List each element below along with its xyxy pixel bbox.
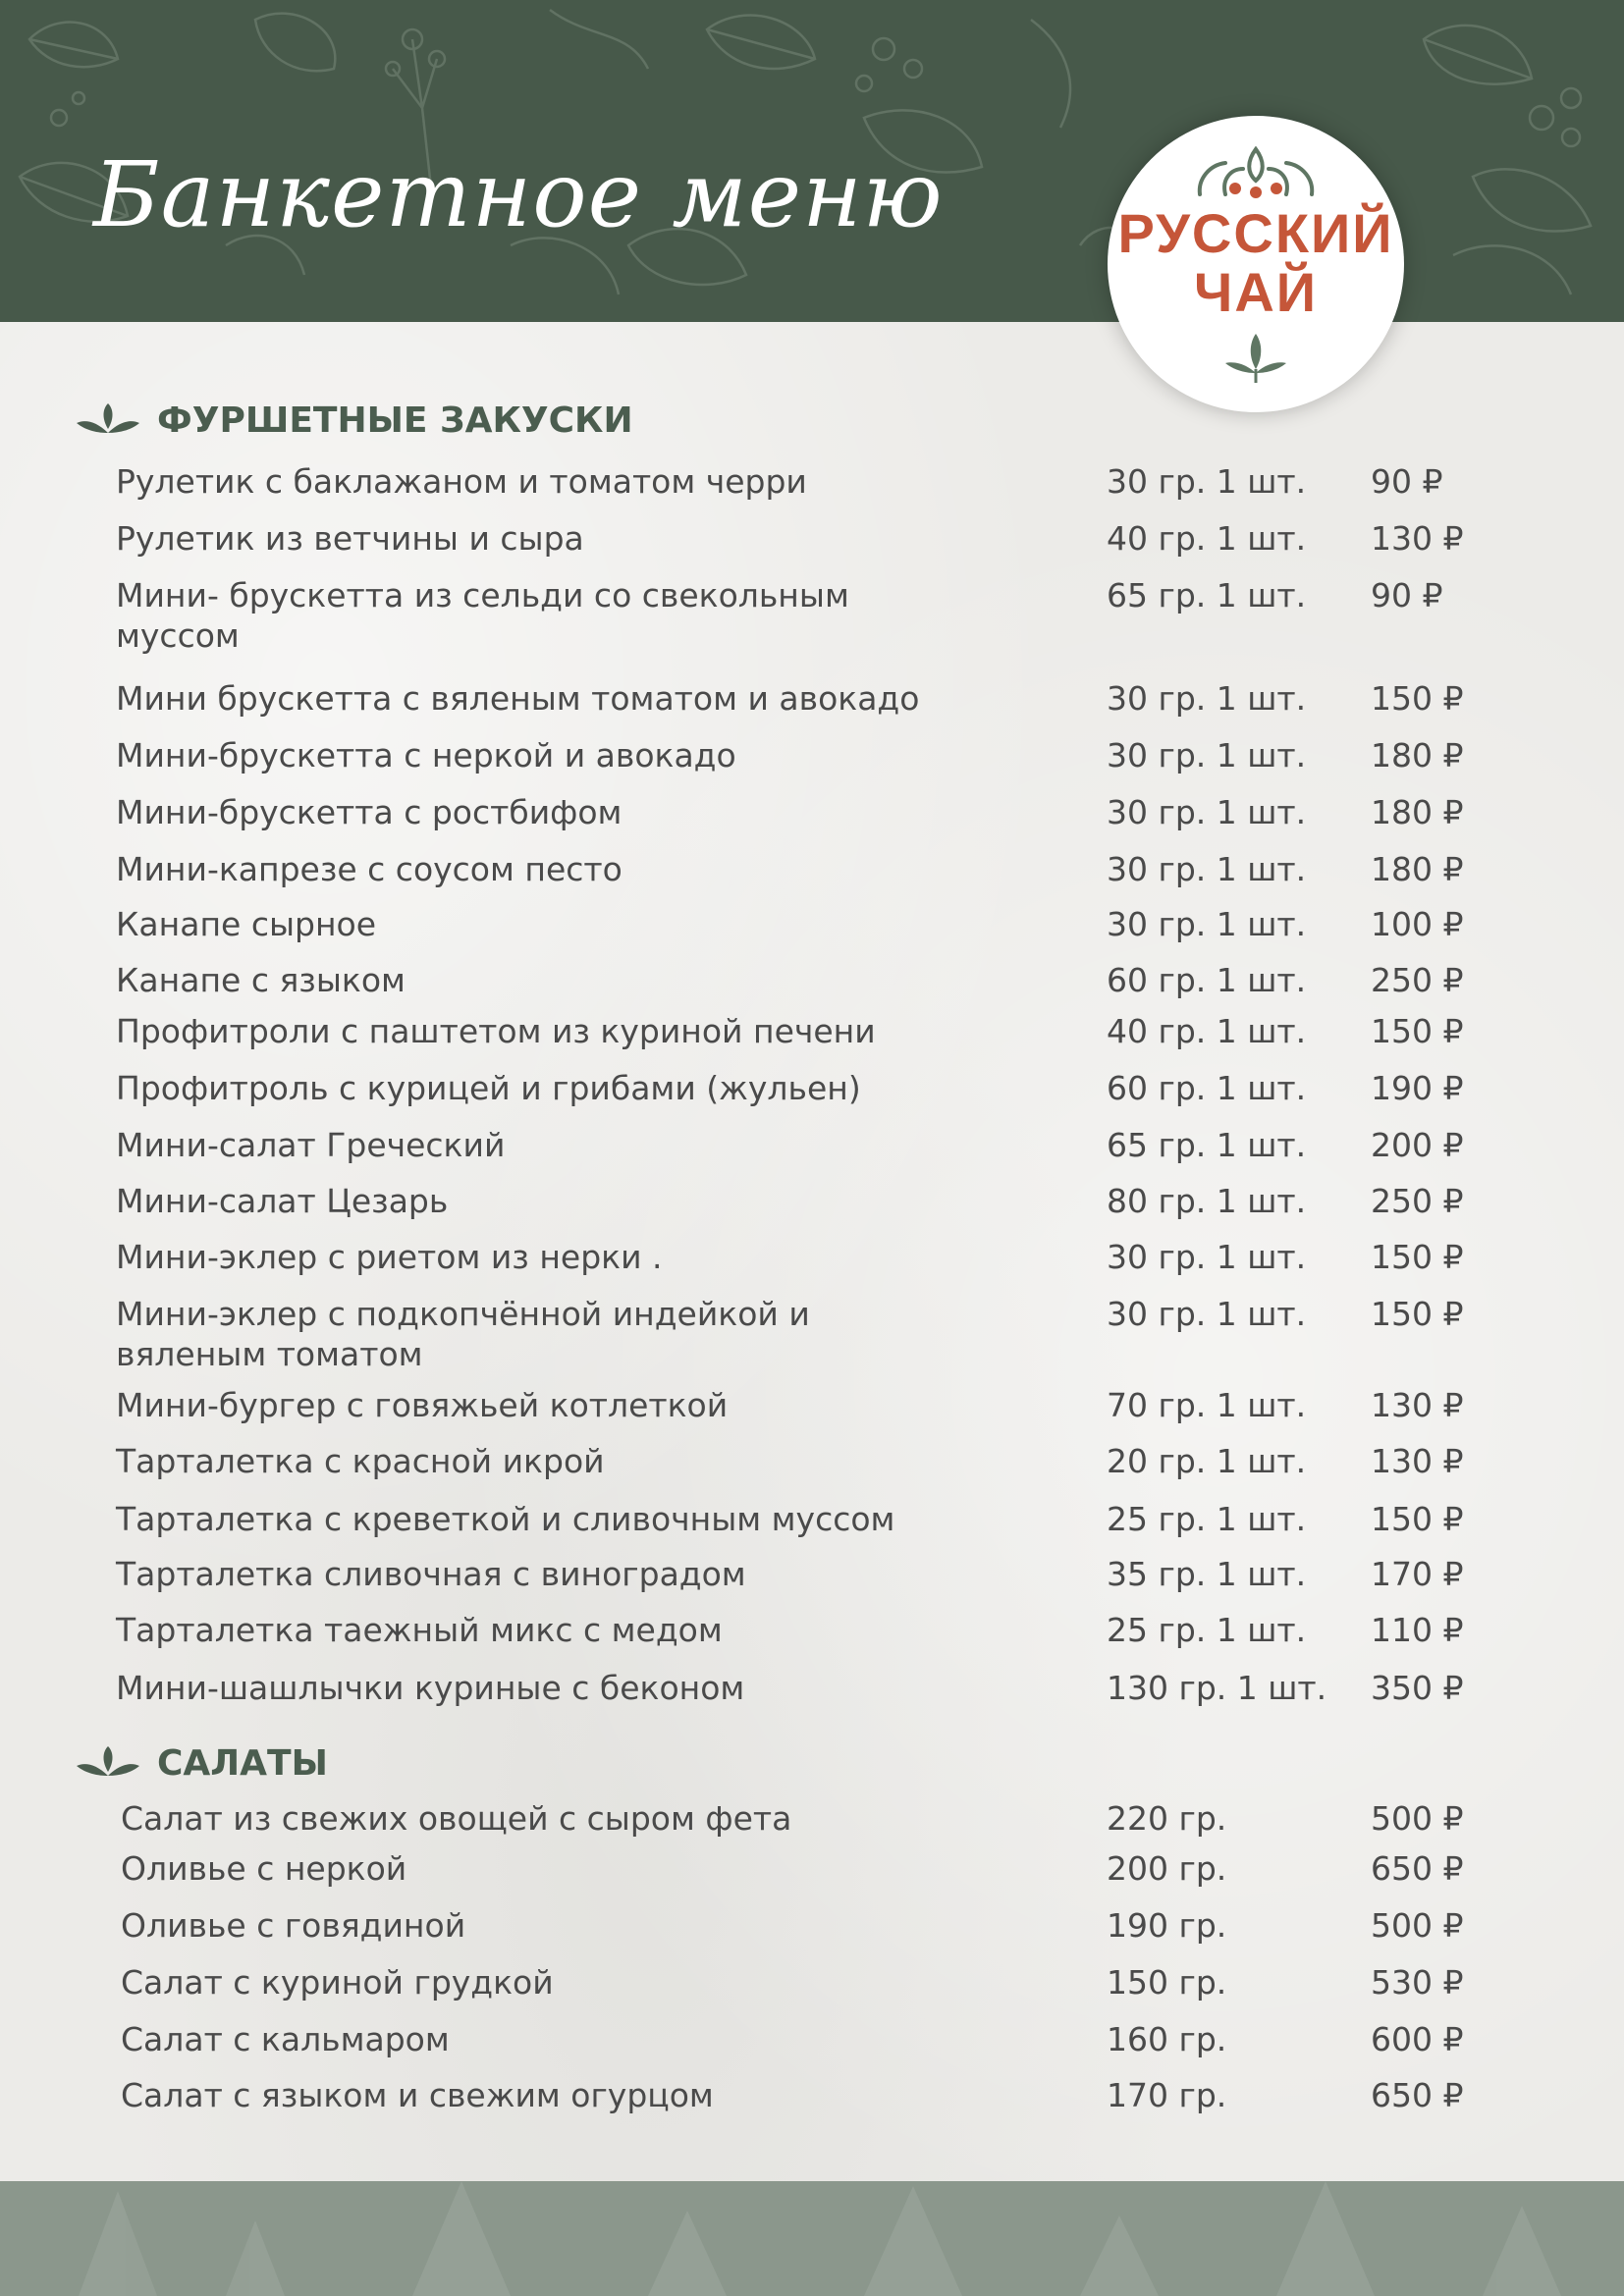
dish-name: Тарталетка сливочная с виноградом [116,1555,746,1593]
dish-weight: 160 гр. [1107,2020,1227,2058]
dish-price: 500 ₽ [1371,1799,1464,1838]
page-title: Банкетное меню [93,142,944,247]
dish-weight: 25 гр. 1 шт. [1107,1500,1307,1538]
dish-weight: 20 гр. 1 шт. [1107,1442,1307,1480]
section-header-zakuski [77,400,633,441]
dish-price: 530 ₽ [1371,1963,1464,2002]
dish-name: Профитроли с паштетом из куриной печени [116,1012,876,1050]
brand-name-line2: ЧАЙ [1193,261,1319,323]
dish-name: Мини-эклер с подкопчённой индейкой и [116,1295,810,1333]
dish-weight: 30 гр. 1 шт. [1107,736,1307,774]
dish-weight: 190 гр. [1107,1906,1227,1945]
dish-name: Тарталетка таежный микс с медом [116,1611,723,1649]
dish-name: Рулетик из ветчины и сыра [116,519,584,558]
dish-name: Мини-салат Греческий [116,1126,506,1164]
dish-name: Мини-капрезе с соусом песто [116,850,623,888]
brand-name-line1: РУССКИЙ [1117,202,1394,264]
dish-weight: 70 гр. 1 шт. [1107,1386,1307,1424]
dish-weight: 30 гр. 1 шт. [1107,905,1307,943]
section-title: ФУРШЕТНЫЕ ЗАКУСКИ [157,400,633,441]
dish-price: 180 ₽ [1371,736,1464,774]
dish-name-continued: муссом [116,616,240,655]
footer-banner [0,2181,1624,2296]
dish-price: 180 ₽ [1371,793,1464,831]
dish-weight: 150 гр. [1107,1963,1227,2002]
dish-name: Мини-шашлычки куриные с беконом [116,1669,745,1707]
dish-name: Оливье с говядиной [121,1906,466,1945]
ornament-icon [1192,139,1320,204]
dish-name: Мини-салат Цезарь [116,1182,449,1220]
dish-price: 90 ₽ [1371,576,1443,614]
dish-price: 600 ₽ [1371,2020,1464,2058]
leaf-icon [77,1746,139,1782]
dish-price: 150 ₽ [1371,1238,1464,1276]
dish-price: 100 ₽ [1371,905,1464,943]
dish-price: 150 ₽ [1371,1295,1464,1333]
dish-name: Мини-брускетта с ростбифом [116,793,623,831]
dish-price: 150 ₽ [1371,1012,1464,1050]
dish-weight: 30 гр. 1 шт. [1107,679,1307,718]
dish-name: Салат из свежих овощей с сыром фета [121,1799,792,1838]
dish-price: 180 ₽ [1371,850,1464,888]
section-header-salaty [77,1743,328,1784]
dish-price: 250 ₽ [1371,1182,1464,1220]
leaf-icon [77,403,139,439]
dish-price: 200 ₽ [1371,1126,1464,1164]
dish-weight: 60 гр. 1 шт. [1107,961,1307,999]
dish-price: 650 ₽ [1371,1849,1464,1888]
dish-name: Канапе с языком [116,961,406,999]
dish-price: 150 ₽ [1371,1500,1464,1538]
dish-name: Канапе сырное [116,905,377,943]
dish-name: Мини-бургер с говяжьей котлеткой [116,1386,729,1424]
dish-weight: 200 гр. [1107,1849,1227,1888]
dish-name: Мини- брускетта из сельди со свекольным [116,576,849,614]
dish-weight: 40 гр. 1 шт. [1107,519,1307,558]
dish-price: 130 ₽ [1371,1442,1464,1480]
dish-name: Салат с куриной грудкой [121,1963,554,2002]
dish-price: 250 ₽ [1371,961,1464,999]
dish-weight: 30 гр. 1 шт. [1107,793,1307,831]
dish-weight: 35 гр. 1 шт. [1107,1555,1307,1593]
dish-name-continued: вяленым томатом [116,1335,423,1373]
dish-weight: 80 гр. 1 шт. [1107,1182,1307,1220]
dish-price: 130 ₽ [1371,1386,1464,1424]
dish-price: 110 ₽ [1371,1611,1464,1649]
dish-weight: 30 гр. 1 шт. [1107,1295,1307,1333]
dish-price: 170 ₽ [1371,1555,1464,1593]
dish-weight: 30 гр. 1 шт. [1107,462,1307,501]
dish-name: Салат с языком и свежим огурцом [121,2076,714,2114]
dish-price: 650 ₽ [1371,2076,1464,2114]
dish-weight: 40 гр. 1 шт. [1107,1012,1307,1050]
dish-weight: 65 гр. 1 шт. [1107,576,1307,614]
dish-weight: 220 гр. [1107,1799,1227,1838]
dish-name: Мини-эклер с риетом из нерки . [116,1238,663,1276]
dish-price: 90 ₽ [1371,462,1443,501]
dish-weight: 130 гр. 1 шт. [1107,1669,1327,1707]
dish-name: Салат с кальмаром [121,2020,450,2058]
dish-weight: 65 гр. 1 шт. [1107,1126,1307,1164]
dish-price: 350 ₽ [1371,1669,1464,1707]
brand-logo [1108,116,1404,412]
tea-leaf-icon [1225,334,1286,383]
dish-name: Рулетик с баклажаном и томатом черри [116,462,807,501]
dish-name: Оливье с неркой [121,1849,407,1888]
dish-weight: 25 гр. 1 шт. [1107,1611,1307,1649]
section-title: САЛАТЫ [157,1743,328,1784]
dish-price: 150 ₽ [1371,679,1464,718]
dish-price: 190 ₽ [1371,1069,1464,1107]
dish-name: Тарталетка с красной икрой [116,1442,605,1480]
dish-name: Профитроль с курицей и грибами (жульен) [116,1069,861,1107]
dish-weight: 60 гр. 1 шт. [1107,1069,1307,1107]
dish-name: Мини-брускетта с неркой и авокадо [116,736,736,774]
forest-icon [0,2181,1624,2296]
dish-name: Мини брускетта с вяленым томатом и авокадо [116,679,920,718]
dish-weight: 170 гр. [1107,2076,1227,2114]
dish-price: 130 ₽ [1371,519,1464,558]
dish-name: Тарталетка с креветкой и сливочным муссом [116,1500,895,1538]
dish-weight: 30 гр. 1 шт. [1107,850,1307,888]
dish-price: 500 ₽ [1371,1906,1464,1945]
dish-weight: 30 гр. 1 шт. [1107,1238,1307,1276]
